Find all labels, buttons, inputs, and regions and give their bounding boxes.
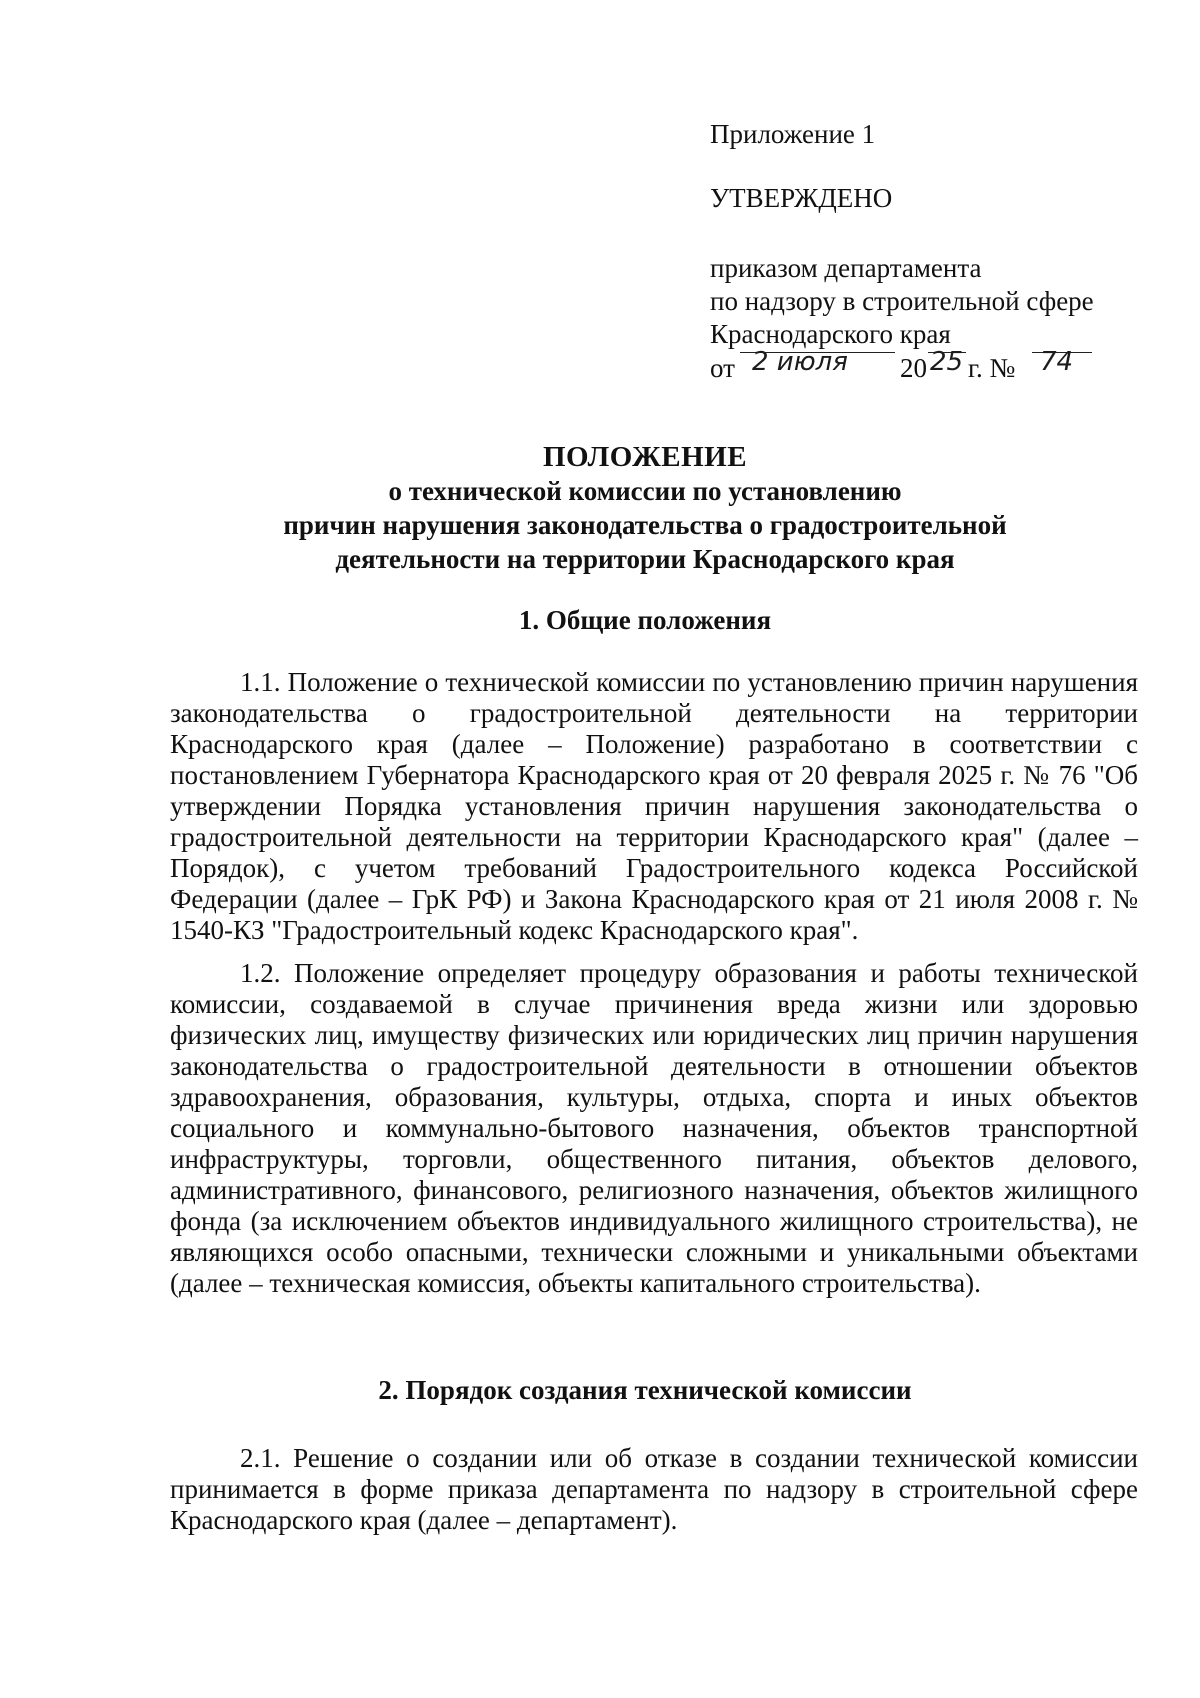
year-prefix: 20 xyxy=(900,353,927,383)
title-line: о технической комиссии по установлению xyxy=(388,476,902,506)
handwritten-number: 74 xyxy=(1040,347,1074,377)
paragraph-1-2: 1.2. Положение определяет процедуру образования и работы технической комиссии, создаваемой в случае причинения вреда жизни или здоровью физических лиц, имуществу физических или юридических лиц причин нарушения законодательства о градостроительной деятельности в отношении объектов здравоохранения, образования, культуры, отдыха, спорта и иных объектов социального и коммунально-бытового назначения, объектов транспортной инфраструктуры, торговли, общественного питания, объектов делового, административного, финансового, религиозного назначения, объектов жилищного фонда (за исключением объектов индивидуального жилищного строительства), не являющихся особо опасными, технически сложными и уникальными объектами (далее – техническая комиссия, объекты капитального строительства). xyxy=(170,958,1138,1298)
appendix-label: Приложение 1 xyxy=(710,119,876,149)
order-issuer xyxy=(710,252,1094,351)
paragraph-2-1: 2.1. Решение о создании или об отказе в создании технической комиссии принимается в форме приказа департамента по надзору в строительной сфере Краснодарского края (далее – департамент). xyxy=(170,1443,1138,1535)
title-line: причин нарушения законодательства о градостроительной xyxy=(283,510,1007,540)
title-line: деятельности на территории Краснодарского края xyxy=(335,544,955,574)
order-line: Краснодарского края xyxy=(710,319,951,349)
order-line: приказом департамента xyxy=(710,253,982,283)
document-title xyxy=(150,440,1140,576)
title-main: ПОЛОЖЕНИЕ xyxy=(542,441,748,473)
approved-label: УТВЕРЖДЕНО xyxy=(710,183,893,213)
handwritten-date: 2 июля xyxy=(752,347,848,377)
section-heading-general: 1. Общие положения xyxy=(518,605,772,635)
paragraph-1-1: 1.1. Положение о технической комиссии по установлению причин нарушения законодательства о градостроительной деятельности на территории Краснодарского края (далее – Положение) разработано в соответствии с постановлением Губернатора Краснодарского края от 20 февраля 2025 г. № 76 "Об утверждении Порядка установления причин нарушения законодательства о градостроительной деятельности на территории Краснодарского края" (далее – Порядок), с учетом требований Градостроительного кодекса Российской Федерации (далее – ГрК РФ) и Закона Краснодарского края от 21 июля 2008 г. № 1540-КЗ "Градостроительный кодекс Краснодарского края". xyxy=(170,667,1138,945)
order-line: по надзору в строительной сфере xyxy=(710,286,1094,316)
handwritten-year: 25 xyxy=(930,347,964,377)
date-prefix: от xyxy=(710,353,735,383)
year-suffix: г. № xyxy=(968,353,1016,383)
section-heading-creation: 2. Порядок создания технической комиссии xyxy=(378,1375,912,1405)
